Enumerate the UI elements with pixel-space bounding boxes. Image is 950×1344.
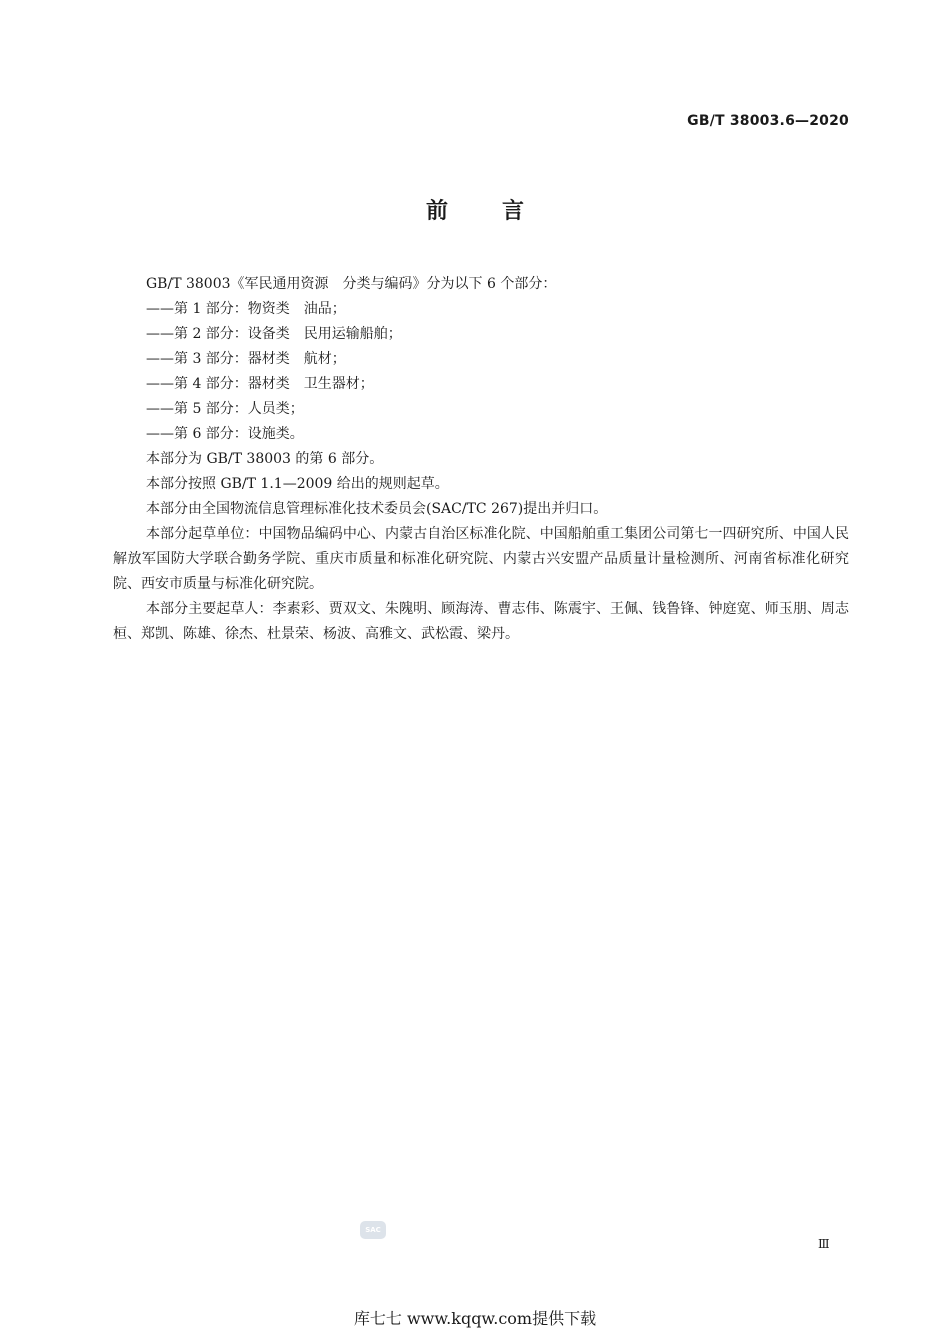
drafting-rules-paragraph: 本部分按照 GB/T 1.1—2009 给出的规则起草。 xyxy=(146,476,449,492)
proposer-paragraph: 本部分由全国物流信息管理标准化技术委员会(SAC/TC 267)提出并归口。 xyxy=(146,501,608,517)
foreword-body xyxy=(113,272,849,647)
part-list-item: ——第 3 部分：器材类 航材； xyxy=(146,351,346,367)
page-number: Ⅲ xyxy=(818,1237,830,1251)
part-list-item: ——第 4 部分：器材类 卫生器材； xyxy=(146,376,374,392)
sac-logo-icon: SAC xyxy=(360,1221,386,1239)
page-title: 前言 xyxy=(425,199,578,224)
part-list-item: ——第 5 部分：人员类； xyxy=(146,401,304,417)
download-source-text: 库七七 www.kqqw.com提供下载 xyxy=(353,1309,597,1328)
part-list-item: ——第 6 部分：设施类。 xyxy=(146,426,304,442)
part-statement-paragraph: 本部分为 GB/T 38003 的第 6 部分。 xyxy=(146,451,384,467)
standard-code: GB/T 38003.6—2020 xyxy=(687,113,849,129)
part-list-item: ——第 2 部分：设备类 民用运输船舶； xyxy=(146,326,402,342)
part-list-item: ——第 1 部分：物资类 油品； xyxy=(146,301,346,317)
drafters-paragraph: 本部分主要起草人：李素彩、贾双文、朱隗明、顾海涛、曹志伟、陈震宇、王佩、钱鲁锋、钟庭宽、师玉朋、周志桓、郑凯、陈雄、徐杰、杜景荣、杨波、高雅文、武松霞、梁丹。 xyxy=(113,601,849,642)
intro-paragraph: GB/T 38003《军民通用资源 分类与编码》分为以下 6 个部分： xyxy=(146,276,557,292)
drafting-units-paragraph: 本部分起草单位：中国物品编码中心、内蒙古自治区标准化院、中国船舶重工集团公司第七一四研究所、中国人民解放军国防大学联合勤务学院、重庆市质量和标准化研究院、内蒙古兴安盟产品质量计量检测所、河南省标准化研究院、西安市质量与标准化研究院。 xyxy=(113,526,849,592)
